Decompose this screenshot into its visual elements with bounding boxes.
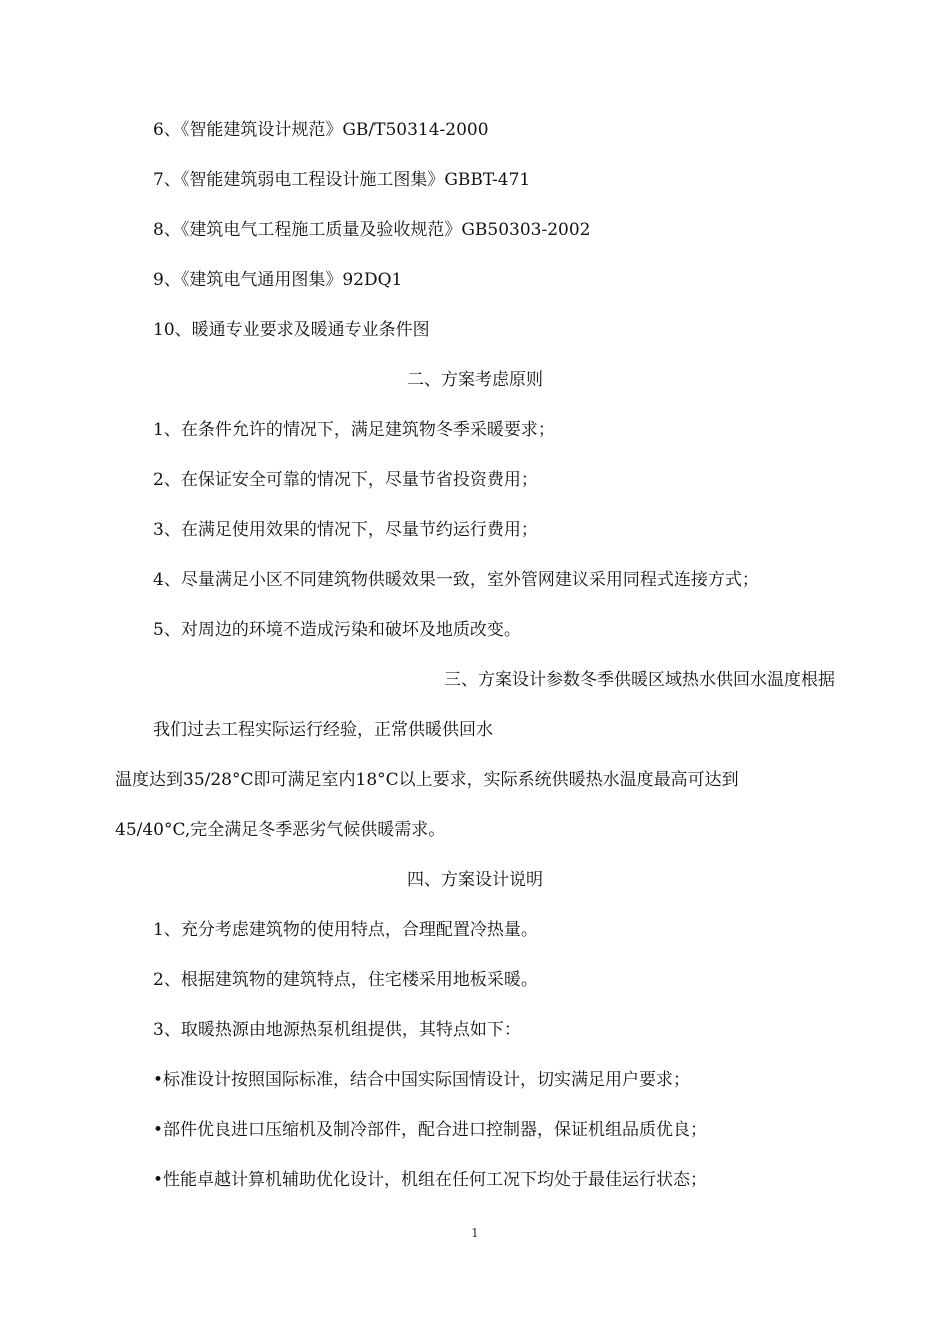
feature-bullet: •性能卓越计算机辅助优化设计，机组在任何工况下均处于最佳运行状态；	[153, 1170, 708, 1190]
section-heading-principles: 二、方案考虑原则	[407, 370, 543, 390]
principle-item: 5、对周边的环境不造成污染和破坏及地质改变。	[153, 620, 521, 640]
principle-item: 4、尽量满足小区不同建筑物供暖效果一致，室外管网建议采用同程式连接方式；	[153, 570, 759, 590]
reference-item-8: 8、《建筑电气工程施工质量及验收规范》GB50303-2002	[153, 220, 591, 240]
reference-item-7: 7、《智能建筑弱电工程设计施工图集》GBBT-471	[153, 170, 531, 190]
reference-item-9: 9、《建筑电气通用图集》92DQ1	[153, 270, 403, 290]
description-item: 3、取暖热源由地源热泵机组提供，其特点如下：	[153, 1020, 521, 1040]
feature-bullet: •部件优良进口压缩机及制冷部件，配合进口控制器，保证机组品质优良；	[153, 1120, 708, 1140]
section-heading-description: 四、方案设计说明	[407, 870, 543, 890]
parameter-text: 温度达到35/28°C即可满足室内18°C以上要求，实际系统供暖热水温度最高可达到	[115, 770, 739, 790]
principle-item: 1、在条件允许的情况下，满足建筑物冬季采暖要求；	[153, 420, 555, 440]
reference-item-6: 6、《智能建筑设计规范》GB/T50314-2000	[153, 120, 489, 140]
page-number: 1	[471, 1226, 479, 1240]
description-item: 2、根据建筑物的建筑特点，住宅楼采用地板采暖。	[153, 970, 538, 990]
reference-item-10: 10、暖通专业要求及暖通专业条件图	[153, 320, 430, 340]
section-heading-parameters: 三、方案设计参数冬季供暖区域热水供回水温度根据	[444, 670, 835, 690]
principle-item: 2、在保证安全可靠的情况下，尽量节省投资费用；	[153, 470, 538, 490]
parameter-text: 我们过去工程实际运行经验，正常供暖供回水	[153, 720, 493, 740]
principle-item: 3、在满足使用效果的情况下，尽量节约运行费用；	[153, 520, 538, 540]
description-item: 1、充分考虑建筑物的使用特点，合理配置冷热量。	[153, 920, 538, 940]
parameter-text: 45/40°C,完全满足冬季恶劣气候供暖需求。	[115, 820, 446, 840]
feature-bullet: •标准设计按照国际标准，结合中国实际国情设计，切实满足用户要求；	[153, 1070, 691, 1090]
